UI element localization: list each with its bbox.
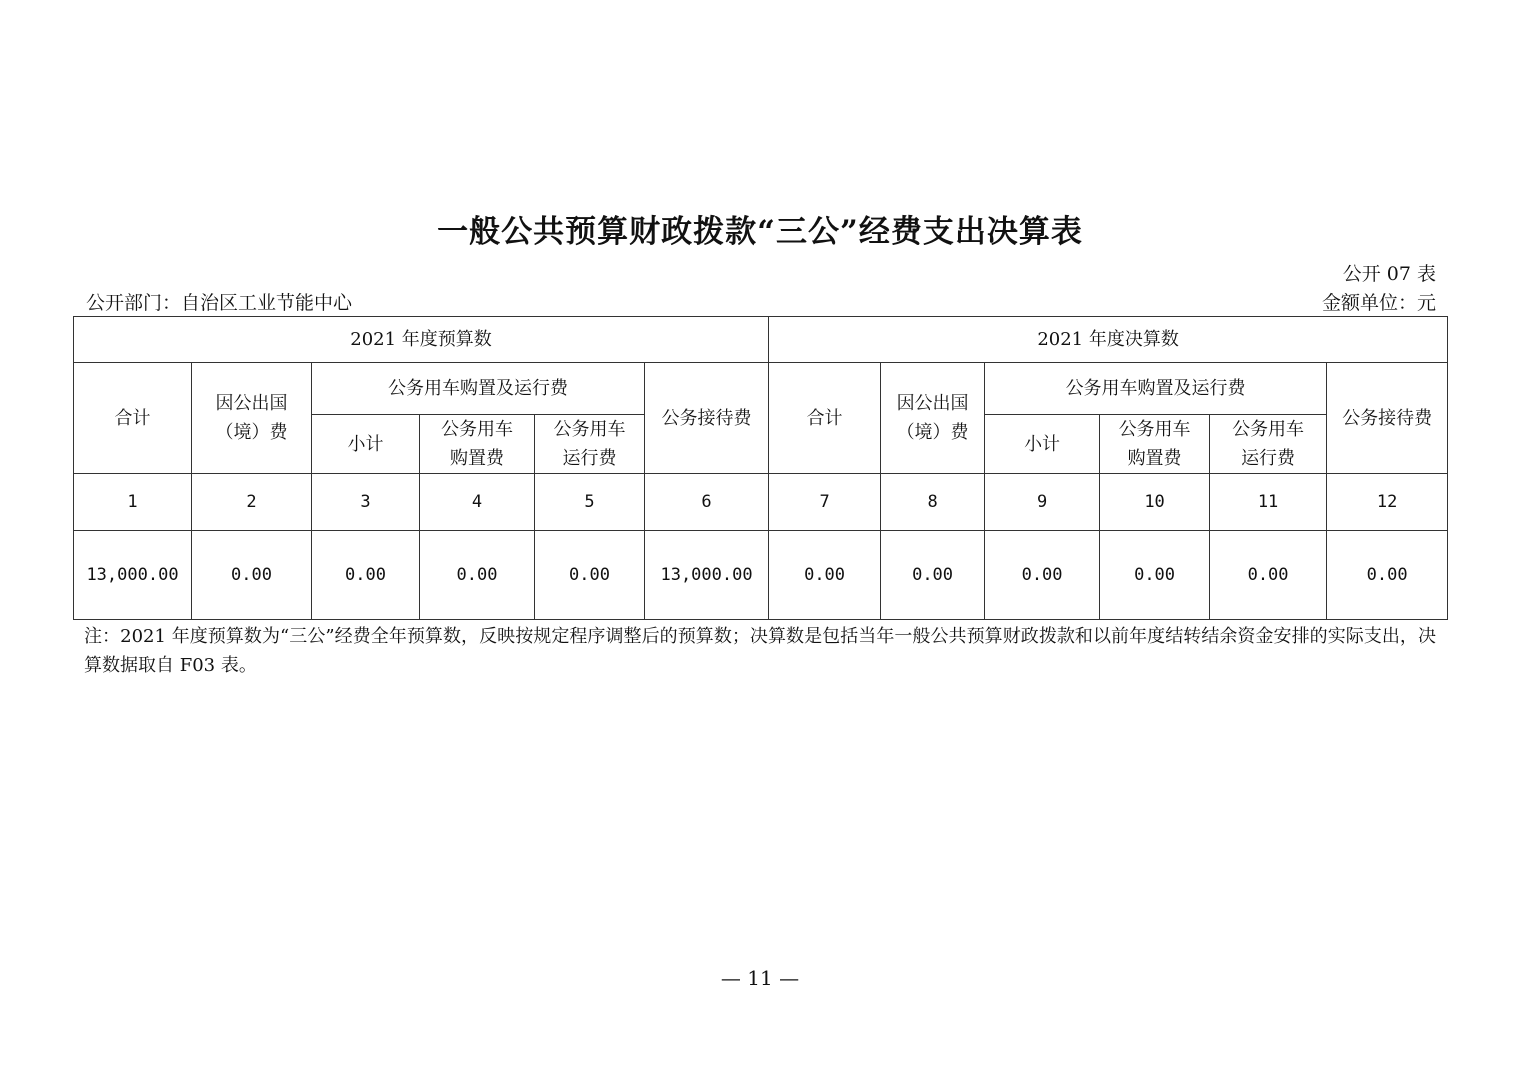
column-number: 9 (985, 474, 1100, 531)
value-cell: 0.00 (535, 531, 645, 620)
column-number: 7 (769, 474, 881, 531)
page-number: — 11 — (720, 966, 800, 990)
budget-group-header: 2021 年度预算数 (74, 317, 769, 363)
value-cell: 0.00 (985, 531, 1100, 620)
budget-vehicle-header: 公务用车购置及运行费 (312, 363, 645, 415)
budget-vehicle-run-header: 公务用车 运行费 (535, 415, 645, 474)
expense-table (73, 316, 1448, 620)
column-number: 10 (1100, 474, 1210, 531)
value-cell: 13,000.00 (645, 531, 769, 620)
value-cell: 0.00 (1327, 531, 1448, 620)
value-cell: 13,000.00 (74, 531, 192, 620)
final-group-header: 2021 年度决算数 (769, 317, 1448, 363)
value-cell: 0.00 (769, 531, 881, 620)
value-cell: 0.00 (192, 531, 312, 620)
footnote: 注：2021 年度预算数为“三公”经费全年预算数，反映按规定程序调整后的预算数；决算数是包括当年一般公共预算财政拨款和以前年度结转结余资金安排的实际支出，决算数据取自 F03 表。 (84, 626, 1436, 676)
value-cell: 0.00 (312, 531, 420, 620)
budget-reception-header: 公务接待费 (645, 363, 769, 474)
department-label: 公开部门：自治区工业节能中心 (86, 292, 353, 314)
final-reception-header: 公务接待费 (1327, 363, 1448, 474)
column-number: 6 (645, 474, 769, 531)
value-cell: 0.00 (1100, 531, 1210, 620)
column-number-row (74, 474, 1448, 531)
value-cell: 0.00 (420, 531, 535, 620)
final-total-header: 合计 (769, 363, 881, 474)
final-vehicle-purchase-header: 公务用车 购置费 (1100, 415, 1210, 474)
final-subtotal-header: 小计 (985, 415, 1100, 474)
value-cell: 0.00 (881, 531, 985, 620)
final-vehicle-run-header: 公务用车 运行费 (1210, 415, 1327, 474)
column-number: 2 (192, 474, 312, 531)
page-title: 一般公共预算财政拨款“三公”经费支出决算表 (437, 214, 1083, 250)
value-cell: 0.00 (1210, 531, 1327, 620)
column-number: 8 (881, 474, 985, 531)
budget-subtotal-header: 小计 (312, 415, 420, 474)
column-number: 4 (420, 474, 535, 531)
column-number: 1 (74, 474, 192, 531)
column-number: 3 (312, 474, 420, 531)
amount-unit-label: 金额单位：元 (1321, 292, 1436, 314)
column-number: 11 (1210, 474, 1327, 531)
column-number: 12 (1327, 474, 1448, 531)
budget-vehicle-purchase-header: 公务用车 购置费 (420, 415, 535, 474)
column-number: 5 (535, 474, 645, 531)
value-row (74, 531, 1448, 620)
table-number: 公开 07 表 (1342, 263, 1436, 285)
final-abroad-header: 因公出国 （境）费 (881, 363, 985, 474)
final-vehicle-header: 公务用车购置及运行费 (985, 363, 1327, 415)
header-row-1 (74, 363, 1448, 415)
budget-abroad-header: 因公出国 （境）费 (192, 363, 312, 474)
group-header-row (74, 317, 1448, 363)
budget-total-header: 合计 (74, 363, 192, 474)
